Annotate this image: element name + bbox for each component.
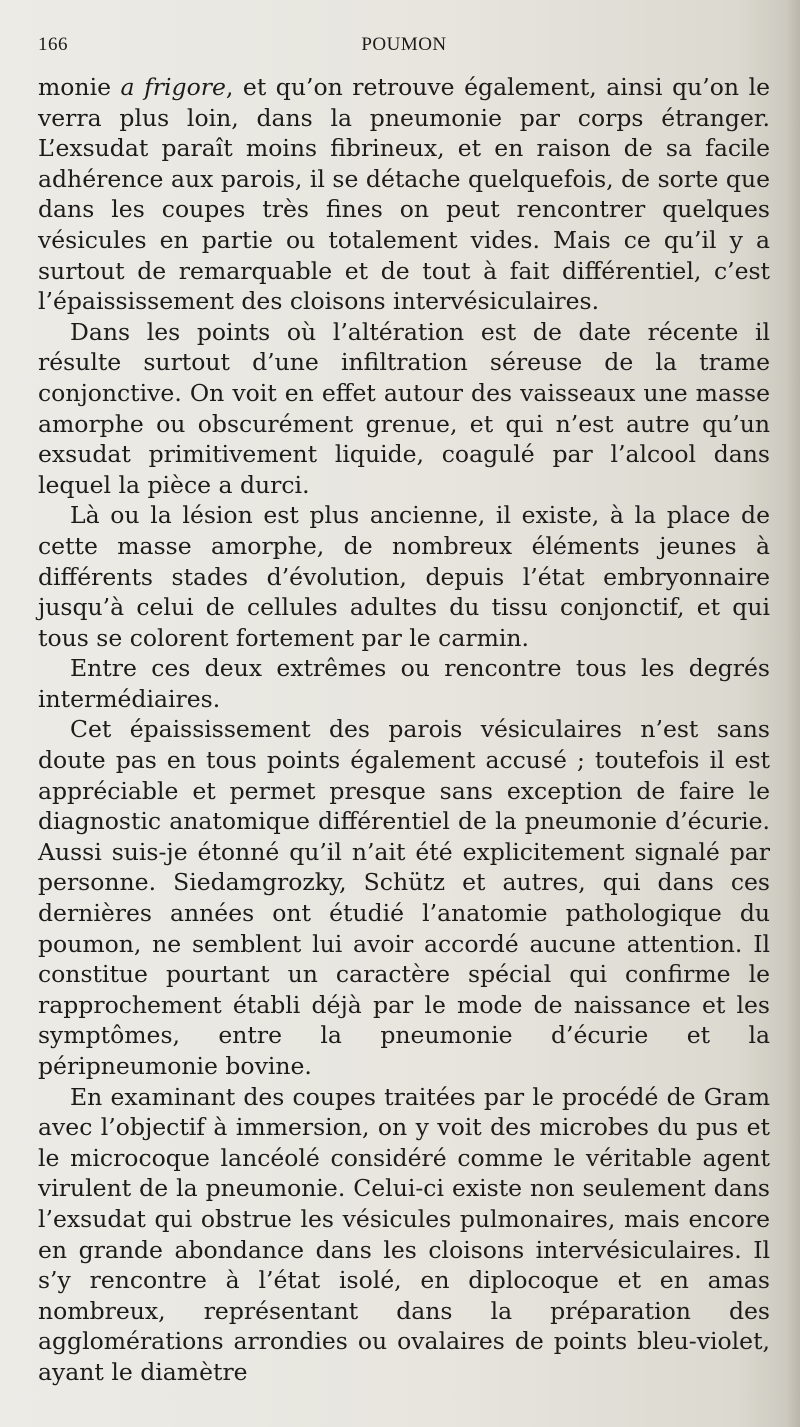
running-title: POUMON (361, 34, 447, 55)
paragraph-5: Cet épaississement des parois vésiculaires n’est sans doute pas en tous points également accusé ; toutefois il est appréciable et permet presque sans exception de faire le diagnostic anatomique différentiel de la pneumonie d’écurie. Aussi suis-je étonné qu’il n’ait été explicitement signalé par personne. Siedamgrozky, Schütz et autres, qui dans ces dernières années ont étudié l’anatomie pathologique du poumon, ne semblent lui avoir accordé aucune attention. Il constitue pourtant un caractère spécial qui confirme le rapprochement établi déjà par le mode de naissance et les symptômes, entre la pneumonie d’écurie et la péripneumonie bovine. (38, 715, 770, 1080)
body-text (38, 72, 770, 1388)
paragraph-6: En examinant des coupes traitées par le procédé de Gram avec l’objectif à immersion, on y voit des microbes du pus et le microcoque lancéolé considéré comme le véritable agent virulent de la pneumonie. Celui-ci existe non seulement dans l’exsudat qui obstrue les vésicules pulmonaires, mais encore en grande abondance dans les cloisons intervésiculaires. Il s’y rencontre à l’état isolé, en diplocoque et en amas nombreux, représentant dans la préparation des agglomérations arrondies ou ovalaires de points bleu-violet, ayant le diamètre (38, 1082, 770, 1386)
running-head (38, 30, 770, 60)
page-edge-shadow (786, 0, 800, 1427)
italic-term-a-frigore: a frigore (120, 73, 226, 101)
paragraph-3: Là ou la lésion est plus ancienne, il existe, à la place de cette masse amorphe, de nombreux éléments jeunes à différents stades d’évolution, depuis l’état embryonnaire jusqu’à celui de cellules adultes du tissu conjonctif, et qui tous se colorent fortement par le carmin. (38, 501, 770, 652)
paragraph-1-lead: monie (38, 73, 121, 101)
paragraph-2: Dans les points où l’altération est de date récente il résulte surtout d’une infiltration séreuse de la trame conjonctive. On voit en effet autour des vaisseaux une masse amorphe ou obscurément grenue, et qui n’est autre qu’un exsudat primitivement liquide, coagulé par l’alcool dans lequel la pièce a durci. (38, 317, 770, 499)
page-number: 166 (38, 34, 68, 55)
paragraph-1 (38, 72, 770, 317)
paragraph-4: Entre ces deux extrêmes ou rencontre tous les degrés intermédiaires. (38, 654, 770, 713)
paragraph-1-rest: , et qu’on retrouve également, ainsi qu’on le verra plus loin, dans la pneumonie par corps étranger. L’exsudat paraît moins fibrineux, et en raison de sa facile adhérence aux parois, il se détache quelquefois, de sorte que dans les coupes très fines on peut rencontrer quelques vésicules en partie ou totalement vides. Mais ce qu’il y a surtout de remarquable et de tout à fait différentiel, c’est l’épaississement des cloisons intervésiculaires. (38, 73, 770, 316)
